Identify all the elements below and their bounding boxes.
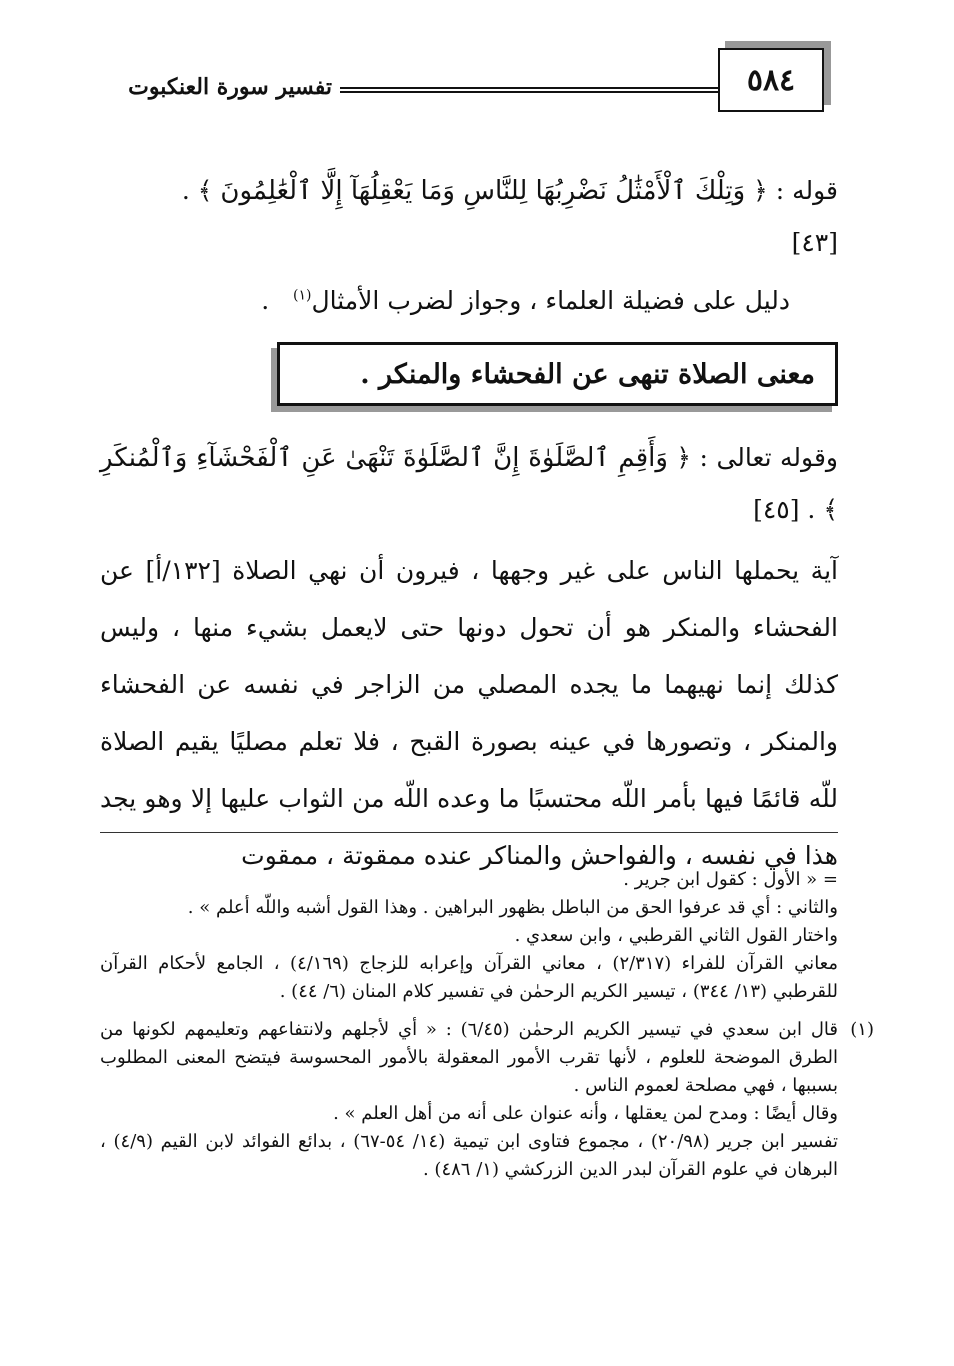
section-heading-box (277, 342, 838, 406)
footnote-marker: (١) (292, 287, 312, 304)
page-number-box (718, 48, 824, 112)
verse-45-intro: وقوله تعالى : (699, 443, 838, 472)
verse-45-text: وَأَقِمِ ٱلصَّلَوٰةَ إِنَّ ٱلصَّلَوٰةَ تَنْهَىٰ عَنِ ٱلْفَحْشَآءِ وَٱلْمُنكَرِ (100, 443, 668, 473)
footnote-1 (100, 1016, 874, 1100)
verse-43-intro: قوله : (775, 176, 838, 205)
header-rule (340, 87, 718, 93)
footnotes-section (100, 866, 874, 1184)
page-number: ٥٨٤ (746, 62, 796, 98)
footnote-continued-line: معاني القرآن للفراء (٢/٣١٧) ، معاني القرآن وإعرابه للزجاج (٤/١٦٩) ، الجامع لأحكام القرآن للقرطبي (١٣/ ٣٤٤) ، تيسير الكريم الرحمٰن في تفسير كلام المنان (٦/ ٤٤) . (100, 953, 839, 1002)
footnote-continued-line: = « الأول : كقول ابن جرير . (623, 869, 838, 890)
footnote-1-text: قال ابن سعدي في تيسير الكريم الرحمٰن (٦/٤٥) : « أي لأجلهم ولانتفاعهم وتعليمهم لكونها من الطرق الموضحة للعلوم ، لأنها تقرب الأمور المعقولة بالأمور المحسوسة فيتضح المعنى المطلوب بسببها ، فهي مصلحة لعموم الناس . (100, 1019, 838, 1096)
quran-bracket-close: ﴾ (197, 176, 213, 205)
verse-43-reference: [٤٣] (791, 228, 838, 257)
footnote-1-number: (١) (850, 1019, 874, 1040)
commentary-text: دليل على فضيلة العلماء ، وجواز لضرب الأمثال (311, 286, 790, 315)
footnote-continued-line: واختار القول الثاني القرطبي ، وابن سعدي . (514, 925, 838, 946)
quran-bracket-open: ﴿ (676, 443, 692, 472)
commentary-sentence (100, 275, 838, 327)
main-paragraph: آية يحملها الناس على غير وجهها ، فيرون أن نهي الصلاة [١٣٢/أ] عن الفحشاء والمنكر هو أن تحول دونها حتى لايعمل بشيء منها ، وليس كذلك إنما نهيهما ما يجده المصلي من الزاجر في نفسه عن الفحشاء والمنكر ، وتصورها في عينه بصورة القبح ، فلا تعلم مصليًا يقيم الصلاة للّه قائمًا فيها بأمر اللّه محتسبًا ما وعده اللّه من الثواب عليها إلا وهو يجد هذا في نفسه ، والفواحش والمناكر عنده ممقوتة ، ممقوت (100, 556, 838, 870)
verse-45-block (100, 432, 838, 536)
footnote-1-line: وقال أيضًا : ومدح لمن يعقلها ، وأنه عنوان على أنه من أهل العلم » . (333, 1103, 838, 1124)
running-title: تفسير سورة العنكبوت (128, 74, 332, 100)
verse-43-text: وَتِلْكَ ٱلْأَمْثَٰلُ نَضْرِبُهَا لِلنَّاسِ وَمَا يَعْقِلُهَآ إِلَّا ٱلْعَٰلِمُونَ (220, 176, 746, 206)
footnote-continued-line: والثاني : أي قد عرفوا الحق من الباطل بظهور البراهين . وهذا القول أشبه واللّه أعلم » . (187, 897, 838, 918)
verse-45-reference: . [٤٥] (753, 495, 816, 524)
verse-43-period: . (181, 176, 190, 205)
footnote-1-line: تفسير ابن جرير (٢٠/٩٨) ، مجموع فتاوى ابن تيمية (١٤/ ٥٤-٦٧) ، بدائع الفوائد لابن القيم (٤/٩) ، البرهان في علوم القرآن لبدر الدين الزركشي (١/ ٤٨٦) . (100, 1131, 838, 1180)
quran-bracket-close: ﴾ (823, 495, 838, 524)
commentary-period: . (261, 286, 270, 315)
section-heading: معنى الصلاة تنهى عن الفحشاء والمنكر . (360, 358, 815, 390)
verse-43-block (100, 165, 838, 269)
quran-bracket-open: ﴿ (753, 176, 768, 205)
footnote-separator (100, 832, 838, 833)
